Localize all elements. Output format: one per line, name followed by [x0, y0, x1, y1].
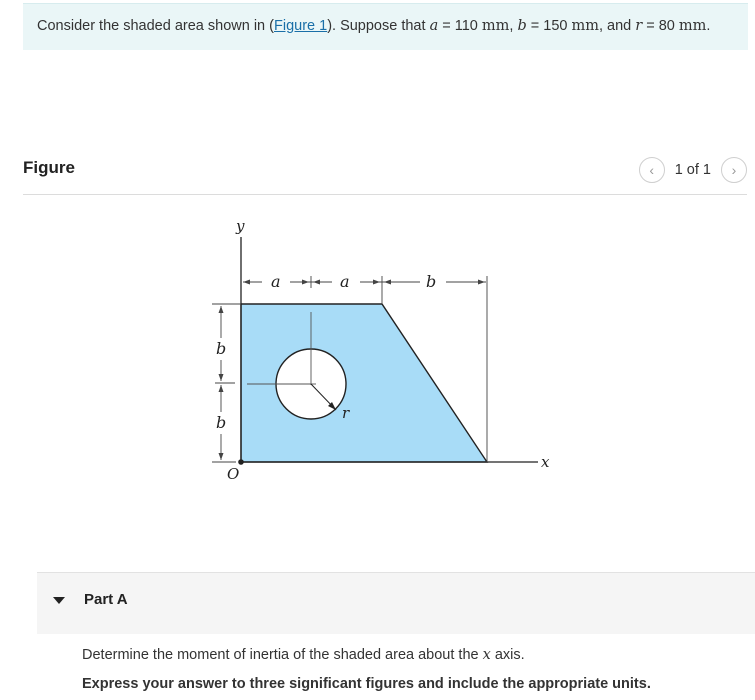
- part-a-question: [82, 647, 525, 663]
- part-a-instruction: Express your answer to three significant figures and include the appropriate units.: [82, 676, 651, 692]
- dim-left-arrow-4: [219, 453, 224, 460]
- question-var-x: x: [482, 647, 491, 663]
- eq-r: = 80: [642, 18, 679, 34]
- dim-arrow-5: [384, 280, 391, 285]
- figure-pager: [639, 157, 747, 183]
- figure-header: [23, 150, 747, 195]
- dim-arrow-3: [313, 280, 320, 285]
- pager-label: 1 of 1: [674, 162, 711, 178]
- label-origin: O: [227, 465, 240, 483]
- problem-end: .: [706, 18, 711, 34]
- question-text-1: Determine the moment of inertia of the shaded area about the: [82, 647, 483, 663]
- dim-arrow-1: [243, 280, 250, 285]
- figure-1-link[interactable]: Figure 1: [273, 18, 328, 34]
- prev-figure-button[interactable]: [639, 157, 665, 183]
- caret-down-icon: [53, 597, 65, 604]
- chevron-left-icon: ‹: [649, 162, 655, 178]
- problem-text-2: ). Suppose that: [327, 18, 430, 34]
- label-b-left-lower: b: [216, 413, 227, 432]
- var-b: b: [517, 18, 527, 34]
- dim-left-arrow-2: [219, 374, 224, 381]
- unit-a: mm: [481, 18, 510, 34]
- dim-left-arrow-3: [219, 385, 224, 392]
- label-a2: a: [340, 272, 350, 291]
- part-a-title: Part A: [84, 591, 128, 608]
- unit-b: mm: [571, 18, 599, 34]
- chevron-right-icon: ›: [731, 162, 737, 178]
- figure-title: Figure: [23, 158, 75, 177]
- dim-arrow-2: [302, 280, 309, 285]
- dim-arrow-4: [373, 280, 380, 285]
- problem-statement: [23, 3, 748, 50]
- var-r: r: [635, 18, 643, 34]
- label-b-top: b: [426, 272, 437, 291]
- question-text-2: axis.: [490, 647, 525, 663]
- figure-diagram: [195, 210, 565, 490]
- problem-text-1: Consider the shaded area shown in (: [37, 18, 274, 34]
- label-r: r: [342, 404, 350, 422]
- dim-arrow-6: [478, 280, 485, 285]
- label-y: y: [236, 217, 245, 235]
- unit-r: mm: [678, 18, 707, 34]
- sep-1: ,: [509, 18, 518, 34]
- next-figure-button[interactable]: [721, 157, 747, 183]
- part-a-header[interactable]: [37, 572, 755, 634]
- dim-left-arrow-1: [219, 306, 224, 313]
- label-a1: a: [271, 272, 281, 291]
- label-x: x: [541, 453, 550, 471]
- eq-a: = 110: [438, 18, 482, 34]
- label-b-left-upper: b: [216, 339, 227, 358]
- var-a: a: [429, 18, 439, 34]
- sep-2: , and: [599, 18, 636, 34]
- eq-b: = 150: [526, 18, 572, 34]
- origin-dot: [238, 459, 244, 465]
